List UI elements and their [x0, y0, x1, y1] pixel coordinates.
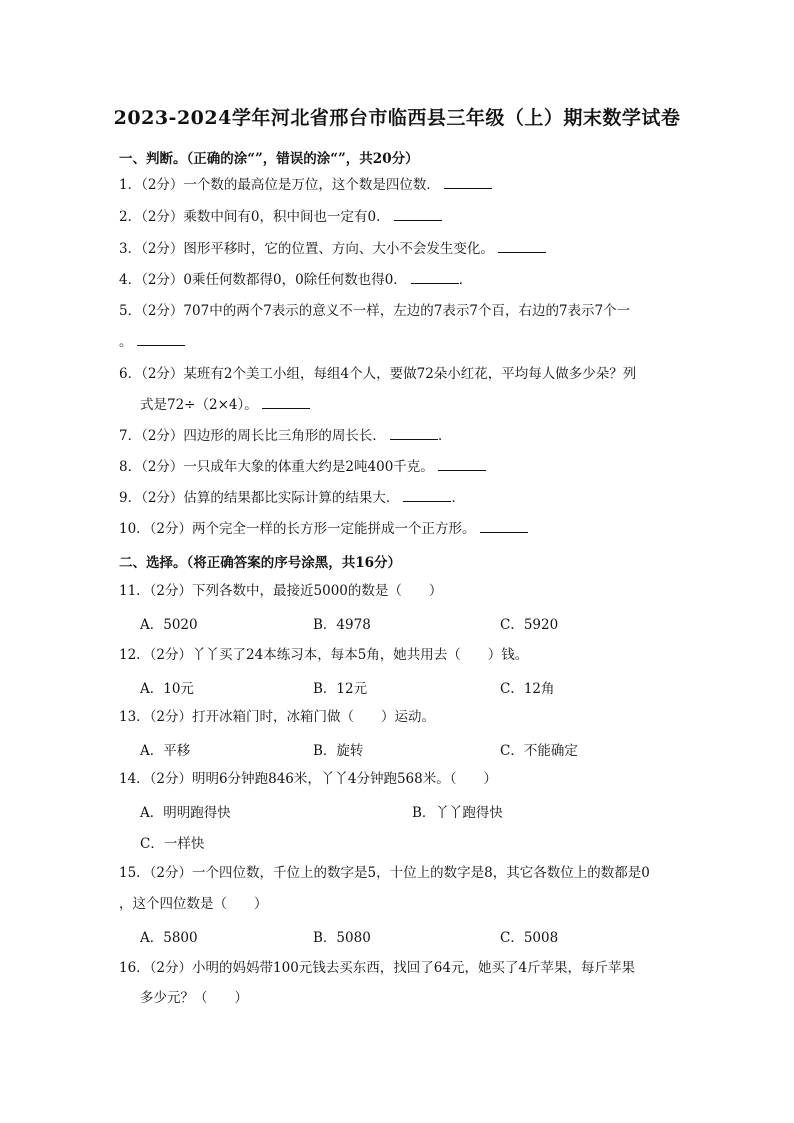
question-14: 14．（2分）明明6分钟跑846米，丫丫4分钟跑568米。（ ）: [119, 771, 497, 787]
option-b: B．12元: [313, 681, 368, 697]
option-c: C．5008: [500, 930, 559, 946]
option-a: A．平移: [140, 743, 191, 759]
answer-blank: [394, 208, 442, 221]
option-b: B．5080: [313, 930, 371, 946]
question-4: 4．（2分）0乘任何数都得0，0除任何数也得0． ．: [119, 272, 473, 288]
option-b: B．旋转: [313, 743, 364, 759]
option-c: C．一样快: [140, 836, 205, 852]
answer-blank: [438, 458, 486, 471]
question-16: 16．（2分）小明的妈妈带100元钱去买东西，找回了64元，她买了4斤苹果，每斤苹果: [119, 960, 636, 976]
question-5-cont: 。: [119, 332, 689, 352]
question-9: 9．（2分）估算的结果都比实际计算的结果大． ．: [119, 490, 465, 506]
question-11: 11．（2分）下列各数中，最接近5000的数是（ ）: [119, 583, 443, 599]
option-a: A．5800: [140, 930, 198, 946]
answer-blank: [137, 333, 185, 346]
question-6: 6．（2分）某班有2个美工小组，每组4个人，要做72朵小红花，平均每人做多少朵？列: [119, 366, 637, 382]
answer-blank: [498, 240, 546, 253]
section-heading-choice: 二、选择。（将正确答案的序号涂黑，共16分）: [119, 555, 402, 571]
answer-blank: [411, 271, 459, 284]
section-heading-judge: 一、判断。（正确的涂“”，错误的涂“”，共20分）: [119, 151, 419, 167]
answer-blank: [262, 396, 310, 409]
question-5: 5．（2分）707中的两个7表示的意义不一样，左边的7表示7个百，右边的7表示7个一: [119, 303, 631, 319]
answer-blank: [480, 520, 528, 533]
page-title: 2023-2024学年河北省邢台市临西县三年级（上）期末数学试卷: [113, 107, 681, 129]
question-7: 7．（2分）四边形的周长比三角形的周长长． ．: [119, 428, 452, 444]
question-12: 12．（2分）丫丫买了24本练习本，每本5角，她共用去（ ）钱。: [119, 647, 529, 663]
option-a: A．明明跑得快: [140, 805, 231, 821]
option-b: B．丫丫跑得快: [412, 805, 503, 821]
question-10: 10．（2分）两个完全一样的长方形一定能拼成一个正方形。: [119, 519, 689, 539]
option-a: A．5020: [140, 617, 198, 633]
question-6-cont: 式是72÷（2×4）。: [140, 395, 310, 415]
question-15: 15．（2分）一个四位数，千位上的数字是5，十位上的数字是8，其它各数位上的数都是0: [119, 865, 650, 881]
question-16-cont: 多少元？（ ）: [140, 990, 248, 1006]
question-15-cont: ，这个四位数是（ ）: [119, 896, 268, 912]
question-13: 13．（2分）打开冰箱门时，冰箱门做（ ）运动。: [119, 709, 436, 725]
answer-blank: [403, 489, 451, 502]
answer-blank: [390, 427, 438, 440]
option-b: B．4978: [313, 617, 371, 633]
option-c: C．不能确定: [500, 743, 578, 759]
answer-blank: [444, 176, 492, 189]
option-a: A．10元: [140, 681, 194, 697]
question-2: 2．（2分）乘数中间有0，积中间也一定有0．: [119, 207, 689, 227]
question-1: 1．（2分）一个数的最高位是万位，这个数是四位数．: [119, 175, 689, 195]
option-c: C．5920: [500, 617, 559, 633]
question-8: 8．（2分）一只成年大象的体重大约是2吨400千克。: [119, 457, 689, 477]
option-c: C．12角: [500, 681, 555, 697]
question-3: 3．（2分）图形平移时，它的位置、方向、大小不会发生变化。: [119, 239, 689, 259]
